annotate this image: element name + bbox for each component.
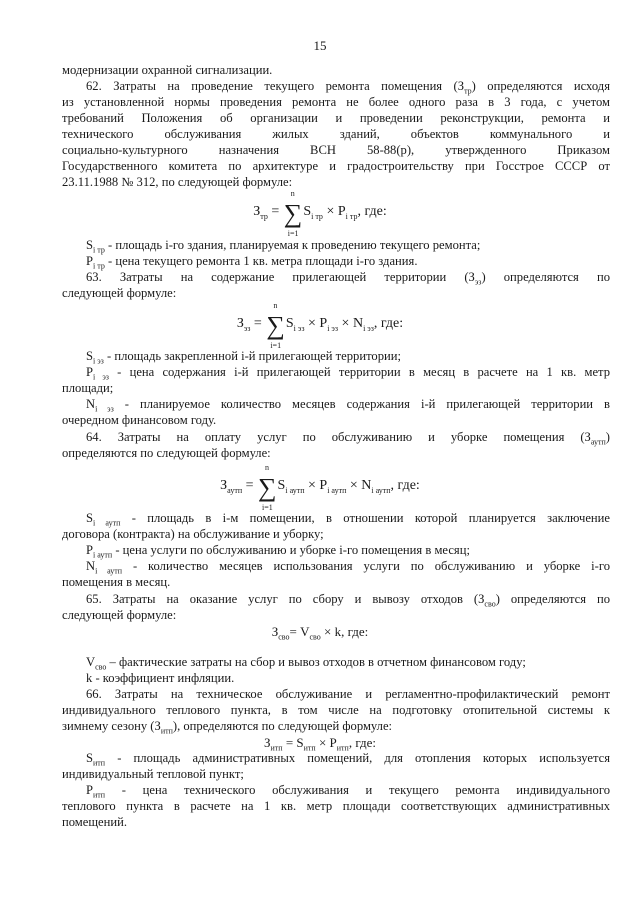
definition-line: $P_{итп}$ - цена технического обслуживания и текущего ремонта индивидуального <box>86 783 610 800</box>
text-line: следующей формуле: <box>62 608 177 622</box>
definition-line: k - коэффициент инфляции. <box>86 671 235 685</box>
formula-heat-point: $З_{итп} = S_{итп} \times P_{итп}$, где: <box>263 735 376 753</box>
text-line: индивидуального теплового пункта, в том числе на подготовку отопительной системы к <box>62 703 610 717</box>
definition-line: $S_{i эз}$ - площадь закрепленной i-й прилегающей территории; <box>86 349 401 366</box>
definition-line: $S_{i тр}$ - площадь i-го здания, планируемая к проведению текущего ремонта; <box>86 238 481 255</box>
text-line: очередном финансовом году. <box>62 413 217 427</box>
paragraph-65-line: 65. Затраты на оказание услуг по сбору и вывозу отходов $(З_{сво})$ определяются по <box>86 592 610 609</box>
definition-line: $V_{сво}$ – фактические затраты на сбор и вывоз отходов в отчетном финансовом году; <box>86 655 526 672</box>
definition-line: $P_{i тр}$ - цена текущего ремонта 1 кв. метра площади i-го здания. <box>86 254 418 271</box>
text-line: 23.11.1988 № 312, по следующей формуле: <box>62 175 293 189</box>
page-number: 15 <box>313 38 327 53</box>
text-line: помещений. <box>62 815 128 829</box>
text-line: модернизации охранной сигнализации. <box>62 63 273 77</box>
definition-line: $P_{i эз}$ - цена содержания i-й прилегающей территории в месяц в расчете на 1 кв. метр <box>86 365 610 382</box>
text-line: требований Положения об организации и проведении реконструкции, ремонта и <box>62 111 610 125</box>
definition-line: $S_{итп}$ - площадь административных помещений, для отопления которых используется <box>86 751 610 768</box>
text-line: теплового пункта в расчете на 1 кв. метр площади соответствующих административных <box>62 799 610 813</box>
paragraph-66-line: 66. Затраты на техническое обслуживание и регламентно-профилактический ремонт <box>86 687 610 701</box>
paragraph-64-line: 64. Затраты на оплату услуг по обслуживанию и уборке помещения $(З_{аутп})$ <box>86 430 610 447</box>
paragraph-62-line: 62. Затраты на проведение текущего ремонта помещения $(З_{тр})$ определяются исходя <box>86 79 610 96</box>
text-line: площади; <box>62 381 114 395</box>
definition-line: $P_{i аутп}$ - цена услуги по обслуживанию и уборке i-го помещения в месяц; <box>86 543 470 560</box>
text-line: из установленной нормы проведения ремонта не более одного раза в 3 года, с учетом <box>62 95 610 109</box>
text-line: помещения в месяц. <box>62 575 171 589</box>
text-line: следующей формуле: <box>62 286 177 300</box>
formula-territory: $З_{эз}$ = ∑ n i=1 $S_{i эз} \times P_{i эз} \times N_{i эз}$, где: <box>236 301 404 350</box>
paragraph-63-line: 63. Затраты на содержание прилегающей территории $(З_{эз})$ определяются по <box>86 270 610 287</box>
definition-line: $N_{i аутп}$ - количество месяцев использования услуги по обслуживанию и уборке i-го <box>86 559 610 576</box>
definition-line: $S_{i аутп}$ - площадь в i-м помещении, в отношении которой планируется заключение <box>86 511 610 528</box>
formula-cleaning: $З_{аутп}$ = ∑ n i=1 $S_{i аутп} \times P_{i аутп} \times N_{i аутп}$, где: <box>220 463 420 512</box>
formula-waste: $З_{сво}= V_{сво} \times k$, где: <box>271 624 369 642</box>
text-line: индивидуальный тепловой пункт; <box>62 767 244 781</box>
text-line: социально-культурного назначения ВСН 58-88(р), утвержденного Приказом <box>62 143 610 157</box>
text-line: зимнему сезону $(З_{итп})$, определяются по следующей формуле: <box>62 719 393 736</box>
definition-line: $N_{i эз}$ - планируемое количество месяцев содержания i-й прилегающей территории в <box>86 397 610 414</box>
text-line: Государственного комитета по архитектуре и градостроительству при Госстрое СССР от <box>62 159 610 173</box>
formula-repair: $З_{тр}$ = ∑ n i=1 $S_{i тр} \times P_{i тр}$, где: <box>253 189 387 238</box>
text-line: технического обслуживания жилых зданий, объектов коммунального и <box>62 127 610 141</box>
text-line: определяются по следующей формуле: <box>62 446 271 460</box>
text-line: договора (контракта) на обслуживание и уборку; <box>62 527 324 541</box>
